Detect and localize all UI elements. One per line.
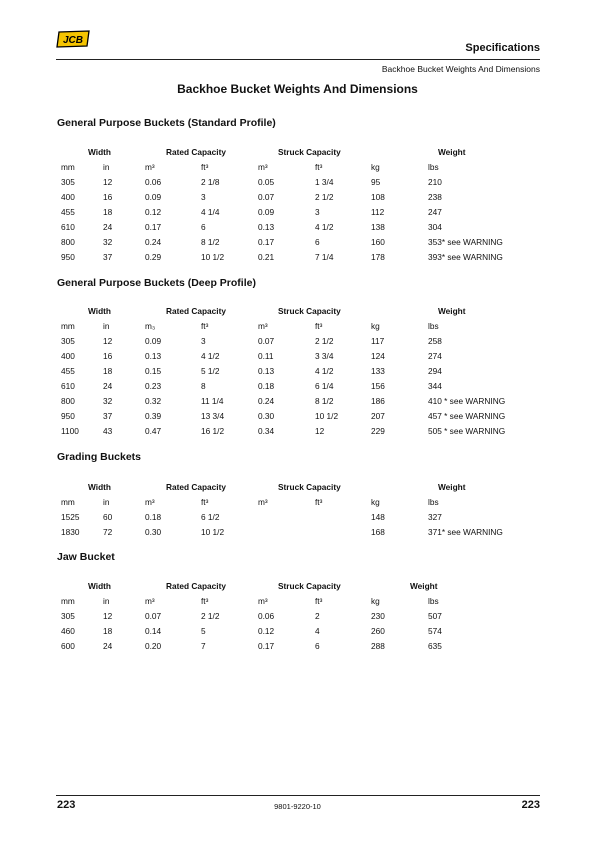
table-cell: 133 bbox=[371, 366, 385, 376]
table-cell: 16 bbox=[103, 192, 113, 202]
unit-label: ft³ bbox=[315, 497, 323, 507]
table-row bbox=[0, 351, 595, 366]
unit-label: ft³ bbox=[201, 321, 209, 331]
table-cell: 5 1/2 bbox=[201, 366, 220, 376]
table-cell: 10 1/2 bbox=[315, 411, 339, 421]
table-standard-profile bbox=[0, 147, 595, 267]
unit-label: m³ bbox=[145, 162, 155, 172]
table-cell: 2 1/2 bbox=[315, 336, 334, 346]
group-header-weight: Weight bbox=[438, 147, 466, 157]
table-cell: 0.05 bbox=[258, 177, 275, 187]
unit-label: lbs bbox=[428, 497, 439, 507]
unit-label: kg bbox=[371, 321, 380, 331]
table-cell: 0.09 bbox=[145, 336, 162, 346]
unit-label: m³ bbox=[145, 497, 155, 507]
unit-label: m³ bbox=[258, 321, 268, 331]
table-cell: 635 bbox=[428, 641, 442, 651]
group-header-row bbox=[0, 306, 595, 321]
unit-label: ft³ bbox=[201, 162, 209, 172]
table-cell: 0.13 bbox=[258, 222, 275, 232]
table-row bbox=[0, 381, 595, 396]
table-cell: 1525 bbox=[61, 512, 80, 522]
table-cell: 1 3/4 bbox=[315, 177, 334, 187]
section-title-grading: Grading Buckets bbox=[57, 451, 142, 463]
table-cell: 0.20 bbox=[145, 641, 162, 651]
table-cell: 260 bbox=[371, 626, 385, 636]
table-cell: 950 bbox=[61, 411, 75, 421]
table-cell: 400 bbox=[61, 351, 75, 361]
table-grading bbox=[0, 482, 595, 542]
table-cell: 12 bbox=[103, 611, 113, 621]
table-cell: 16 bbox=[103, 351, 113, 361]
table-row bbox=[0, 177, 595, 192]
table-cell: 460 bbox=[61, 626, 75, 636]
table-cell: 6 bbox=[315, 237, 320, 247]
table-cell: 6 1/4 bbox=[315, 381, 334, 391]
table-cell: 0.30 bbox=[258, 411, 275, 421]
table-cell: 0.32 bbox=[145, 396, 162, 406]
table-cell: 294 bbox=[428, 366, 442, 376]
table-cell: 327 bbox=[428, 512, 442, 522]
table-cell: 288 bbox=[371, 641, 385, 651]
jcb-logo bbox=[56, 30, 90, 48]
table-row bbox=[0, 411, 595, 426]
table-cell: 1100 bbox=[61, 426, 79, 436]
table-cell: 0.21 bbox=[258, 252, 275, 262]
table-cell: 10 1/2 bbox=[201, 252, 225, 262]
group-header-width: Width bbox=[88, 147, 111, 157]
unit-label: in bbox=[103, 497, 110, 507]
table-cell: 0.13 bbox=[258, 366, 275, 376]
table-cell: 6 1/2 bbox=[201, 512, 220, 522]
table-cell: 0.30 bbox=[145, 527, 162, 537]
table-cell: 305 bbox=[61, 177, 75, 187]
table-cell: 410 * see WARNING bbox=[428, 396, 506, 406]
table-cell: 4 bbox=[315, 626, 320, 636]
page-title: Backhoe Bucket Weights And Dimensions bbox=[177, 82, 418, 96]
table-cell: 0.07 bbox=[258, 192, 275, 202]
table-cell: 0.06 bbox=[258, 611, 275, 621]
unit-label: lbs bbox=[428, 162, 439, 172]
unit-label: m³ bbox=[145, 596, 155, 606]
table-cell: 6 bbox=[201, 222, 206, 232]
table-row bbox=[0, 237, 595, 252]
table-cell: 247 bbox=[428, 207, 442, 217]
header-title: Specifications bbox=[465, 42, 540, 54]
table-cell: 160 bbox=[371, 237, 385, 247]
table-row bbox=[0, 222, 595, 237]
unit-label: ft³ bbox=[315, 162, 323, 172]
table-row bbox=[0, 396, 595, 411]
header-subtitle: Backhoe Bucket Weights And Dimensions bbox=[381, 64, 540, 74]
table-row bbox=[0, 207, 595, 222]
table-cell: 800 bbox=[61, 396, 75, 406]
unit-label: ft³ bbox=[315, 596, 323, 606]
table-cell: 0.18 bbox=[258, 381, 275, 391]
table-cell: 800 bbox=[61, 237, 75, 247]
table-cell: 0.29 bbox=[145, 252, 162, 262]
table-jaw bbox=[0, 581, 595, 656]
table-cell: 305 bbox=[61, 336, 75, 346]
unit-label: mm bbox=[61, 497, 75, 507]
footer-divider bbox=[56, 795, 540, 796]
table-cell: 304 bbox=[428, 222, 442, 232]
table-cell: 0.17 bbox=[258, 641, 275, 651]
table-cell: 505 * see WARNING bbox=[428, 426, 506, 436]
table-cell: 18 bbox=[103, 366, 113, 376]
group-header-row bbox=[0, 581, 595, 596]
group-header-rated-capacity: Rated Capacity bbox=[166, 581, 226, 591]
table-cell: 274 bbox=[428, 351, 442, 361]
table-cell: 457 * see WARNING bbox=[428, 411, 506, 421]
table-cell: 138 bbox=[371, 222, 385, 232]
table-cell: 0.12 bbox=[258, 626, 275, 636]
table-cell: 207 bbox=[371, 411, 385, 421]
table-row bbox=[0, 366, 595, 381]
units-row bbox=[0, 162, 595, 177]
header-divider bbox=[56, 59, 540, 60]
group-header-rated-capacity: Rated Capacity bbox=[166, 147, 226, 157]
unit-label: kg bbox=[371, 497, 380, 507]
table-cell: 24 bbox=[103, 381, 113, 391]
table-cell: 124 bbox=[371, 351, 385, 361]
table-cell: 0.11 bbox=[258, 351, 274, 361]
unit-label: kg bbox=[371, 596, 380, 606]
table-cell: 238 bbox=[428, 192, 442, 202]
table-cell: 168 bbox=[371, 527, 385, 537]
group-header-rated-capacity: Rated Capacity bbox=[166, 482, 226, 492]
table-cell: 18 bbox=[103, 626, 113, 636]
table-cell: 950 bbox=[61, 252, 75, 262]
group-header-rated-capacity: Rated Capacity bbox=[166, 306, 226, 316]
group-header-weight: Weight bbox=[438, 306, 466, 316]
table-cell: 3 bbox=[201, 336, 206, 346]
document-number: 9801-9220-10 bbox=[274, 802, 321, 811]
table-cell: 4 1/2 bbox=[315, 222, 334, 232]
table-cell: 4 1/4 bbox=[201, 207, 220, 217]
table-cell: 1830 bbox=[61, 527, 80, 537]
table-cell: 7 1/4 bbox=[315, 252, 334, 262]
table-cell: 5 bbox=[201, 626, 206, 636]
table-cell: 0.17 bbox=[258, 237, 275, 247]
units-row bbox=[0, 321, 595, 336]
table-cell: 0.15 bbox=[145, 366, 162, 376]
unit-label: in bbox=[103, 321, 110, 331]
table-cell: 12 bbox=[315, 426, 325, 436]
unit-label: in bbox=[103, 596, 110, 606]
table-cell: 344 bbox=[428, 381, 442, 391]
group-header-width: Width bbox=[88, 581, 111, 591]
table-cell: 0.23 bbox=[145, 381, 162, 391]
table-cell: 305 bbox=[61, 611, 75, 621]
table-cell: 400 bbox=[61, 192, 75, 202]
unit-label: m₃ bbox=[145, 321, 156, 331]
table-cell: 0.24 bbox=[258, 396, 275, 406]
table-cell: 60 bbox=[103, 512, 113, 522]
table-cell: 455 bbox=[61, 366, 75, 376]
group-header-weight: Weight bbox=[438, 482, 466, 492]
unit-label: mm bbox=[61, 162, 75, 172]
section-title-jaw: Jaw Bucket bbox=[57, 551, 115, 563]
table-cell: 210 bbox=[428, 177, 442, 187]
table-cell: 230 bbox=[371, 611, 385, 621]
table-cell: 156 bbox=[371, 381, 385, 391]
group-header-weight: Weight bbox=[410, 581, 438, 591]
table-cell: 0.07 bbox=[145, 611, 162, 621]
table-cell: 0.13 bbox=[145, 351, 162, 361]
group-header-struck-capacity: Struck Capacity bbox=[278, 482, 341, 492]
table-cell: 8 1/2 bbox=[201, 237, 220, 247]
table-cell: 32 bbox=[103, 237, 113, 247]
unit-label: m³ bbox=[258, 497, 268, 507]
table-cell: 72 bbox=[103, 527, 113, 537]
table-cell: 18 bbox=[103, 207, 113, 217]
table-cell: 108 bbox=[371, 192, 385, 202]
unit-label: mm bbox=[61, 321, 75, 331]
table-cell: 112 bbox=[371, 207, 385, 217]
group-header-row bbox=[0, 147, 595, 162]
table-cell: 13 3/4 bbox=[201, 411, 225, 421]
table-row bbox=[0, 527, 595, 542]
table-cell: 186 bbox=[371, 396, 385, 406]
unit-label: in bbox=[103, 162, 110, 172]
group-header-width: Width bbox=[88, 482, 111, 492]
table-cell: 393* see WARNING bbox=[428, 252, 503, 262]
table-cell: 371* see WARNING bbox=[428, 527, 503, 537]
units-row bbox=[0, 596, 595, 611]
group-header-struck-capacity: Struck Capacity bbox=[278, 306, 341, 316]
table-cell: 12 bbox=[103, 336, 113, 346]
table-cell: 0.17 bbox=[145, 222, 162, 232]
section-title-deep-profile: General Purpose Buckets (Deep Profile) bbox=[57, 277, 256, 289]
group-header-struck-capacity: Struck Capacity bbox=[278, 147, 341, 157]
table-cell: 3 bbox=[315, 207, 320, 217]
table-cell: 117 bbox=[371, 336, 385, 346]
table-row bbox=[0, 192, 595, 207]
table-cell: 10 1/2 bbox=[201, 527, 225, 537]
table-row bbox=[0, 512, 595, 527]
table-cell: 2 bbox=[315, 611, 320, 621]
table-cell: 24 bbox=[103, 641, 113, 651]
table-cell: 12 bbox=[103, 177, 113, 187]
table-cell: 11 1/4 bbox=[201, 396, 224, 406]
table-cell: 178 bbox=[371, 252, 385, 262]
table-cell: 0.47 bbox=[145, 426, 162, 436]
table-cell: 32 bbox=[103, 396, 113, 406]
table-cell: 7 bbox=[201, 641, 206, 651]
table-cell: 4 1/2 bbox=[201, 351, 220, 361]
unit-label: kg bbox=[371, 162, 380, 172]
table-cell: 0.39 bbox=[145, 411, 162, 421]
table-cell: 2 1/2 bbox=[315, 192, 334, 202]
table-cell: 2 1/8 bbox=[201, 177, 220, 187]
table-cell: 8 bbox=[201, 381, 206, 391]
page-number-left: 223 bbox=[57, 799, 76, 811]
table-row bbox=[0, 641, 595, 656]
unit-label: ft³ bbox=[201, 497, 209, 507]
table-cell: 610 bbox=[61, 222, 75, 232]
table-row bbox=[0, 626, 595, 641]
table-deep-profile bbox=[0, 306, 595, 441]
group-header-width: Width bbox=[88, 306, 111, 316]
table-cell: 258 bbox=[428, 336, 442, 346]
logo-text: JCB bbox=[62, 35, 84, 46]
unit-label: m³ bbox=[258, 162, 268, 172]
table-cell: 0.06 bbox=[145, 177, 162, 187]
table-cell: 574 bbox=[428, 626, 442, 636]
table-cell: 610 bbox=[61, 381, 75, 391]
table-cell: 600 bbox=[61, 641, 75, 651]
table-cell: 6 bbox=[315, 641, 320, 651]
table-cell: 0.12 bbox=[145, 207, 162, 217]
unit-label: lbs bbox=[428, 596, 439, 606]
unit-label: mm bbox=[61, 596, 75, 606]
table-cell: 0.34 bbox=[258, 426, 275, 436]
table-cell: 24 bbox=[103, 222, 113, 232]
units-row bbox=[0, 497, 595, 512]
table-cell: 0.24 bbox=[145, 237, 162, 247]
table-cell: 37 bbox=[103, 411, 113, 421]
table-cell: 507 bbox=[428, 611, 442, 621]
table-cell: 16 1/2 bbox=[201, 426, 225, 436]
table-cell: 3 bbox=[201, 192, 206, 202]
table-cell: 95 bbox=[371, 177, 381, 187]
table-cell: 0.18 bbox=[145, 512, 162, 522]
table-row bbox=[0, 426, 595, 441]
table-cell: 353* see WARNING bbox=[428, 237, 503, 247]
section-title-standard-profile: General Purpose Buckets (Standard Profile) bbox=[57, 117, 276, 129]
table-cell: 4 1/2 bbox=[315, 366, 334, 376]
table-cell: 0.09 bbox=[258, 207, 275, 217]
table-cell: 0.14 bbox=[145, 626, 162, 636]
table-cell: 37 bbox=[103, 252, 113, 262]
table-cell: 148 bbox=[371, 512, 385, 522]
page-number-right: 223 bbox=[521, 799, 540, 811]
table-row bbox=[0, 336, 595, 351]
unit-label: ft³ bbox=[201, 596, 209, 606]
table-cell: 229 bbox=[371, 426, 385, 436]
group-header-row bbox=[0, 482, 595, 497]
table-row bbox=[0, 252, 595, 267]
unit-label: lbs bbox=[428, 321, 439, 331]
group-header-struck-capacity: Struck Capacity bbox=[278, 581, 341, 591]
unit-label: ft³ bbox=[315, 321, 323, 331]
unit-label: m³ bbox=[258, 596, 268, 606]
table-cell: 8 1/2 bbox=[315, 396, 334, 406]
table-cell: 0.09 bbox=[145, 192, 162, 202]
table-cell: 455 bbox=[61, 207, 75, 217]
table-cell: 0.07 bbox=[258, 336, 275, 346]
table-cell: 3 3/4 bbox=[315, 351, 334, 361]
table-cell: 2 1/2 bbox=[201, 611, 220, 621]
table-row bbox=[0, 611, 595, 626]
table-cell: 43 bbox=[103, 426, 113, 436]
